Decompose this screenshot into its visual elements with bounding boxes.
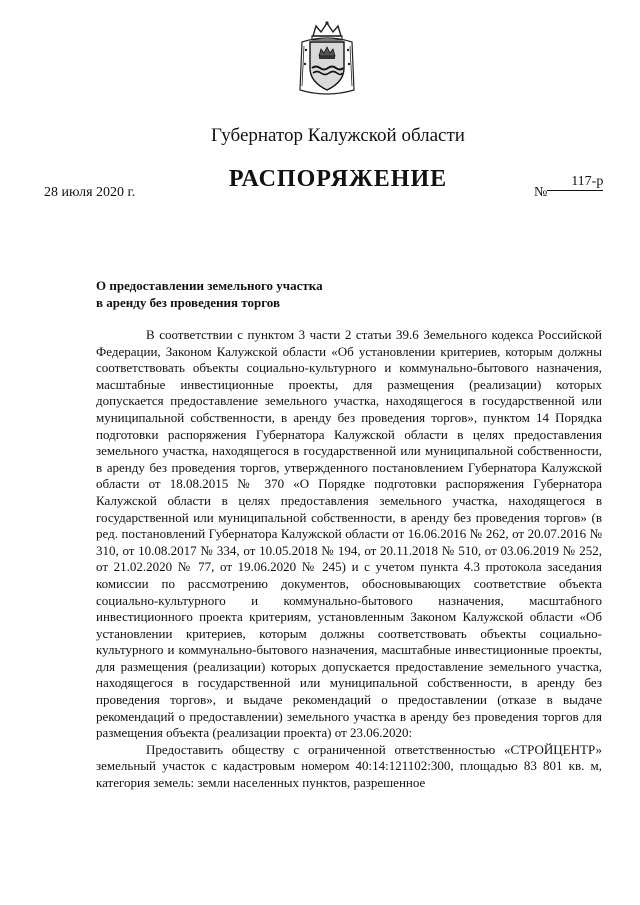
body-paragraph-1: В соответствии с пунктом 3 части 2 статьи 39.6 Земельного кодекса Российской Федерации, Законом Калужской области «Об установлении критериев, которым должны соответствовать объекты социально-культурного и коммунально-бытового назначения, масштабные инвестиционные проекты, для размещения (реализации) которых допускается предоставление земельного участка, находящегося в государственной или муниципальной собственности, в аренду без проведения торгов», пунктом 14 Порядка подготовки распоряжения Губернатора Калужской области в целях предоставления земельного участка, находящегося в государственной или муниципальной собственности, в аренду без проведения торгов, утвержденного постановлением Губернатора Калужской области от 18.08.2015 № 370 «О Порядке подготовки распоряжения Губернатора Калужской области в целях предоставления земельного участка, находящегося в государственной или муниципальной собственности, в аренду без проведения торгов» (в ред. постановлений Губернатора Калужской области от 16.06.2016 № 262, от 20.07.2016 № 310, от 10.08.2017 № 334, от 10.05.2018 № 194, от 20.11.2018 № 510, от 03.06.2019 № 252, от 21.02.2020 № 77, от 19.06.2020 № 245) и с учетом пункта 4.3 протокола заседания комиссии по рассмотрению документов, обосновывающих соответствие объекта социально-культурного и коммунально-бытового назначения, масштабного инвестиционного проекта критериям, установленным Законом Калужской области «Об установлении критериев, которым должны соответствовать объекты социально-культурного и коммунально-бытового назначения, масштабные инвестиционные проекты, для размещения (реализации) которых допускается предоставление земельного участка, находящегося в государственной или муниципальной собственности, в аренду без проведения торгов», и выдаче рекомендаций о предоставлении (отказе в выдаче рекомендаций о предоставлении) земельного участка в аренду без проведения торгов для размещения объекта (реализации проекта) от 23.06.2020: — [96, 327, 602, 741]
document-date: 28 июля 2020 г. — [44, 185, 136, 200]
document-number — [534, 174, 604, 201]
coat-of-arms-icon — [296, 20, 358, 98]
document-subject — [96, 277, 396, 311]
subject-line-2: в аренду без проведения торгов — [96, 295, 281, 310]
subject-line-1: О предоставлении земельного участка — [96, 278, 323, 293]
number-value: 117-р — [547, 174, 603, 191]
issuing-authority: Губернатор Калужской области — [211, 125, 465, 146]
document-type-title: РАСПОРЯЖЕНИЕ — [228, 166, 448, 192]
document-body — [96, 327, 602, 792]
number-sign: № — [534, 185, 548, 200]
body-paragraph-2: Предоставить обществу с ограниченной ответственностью «СТРОЙЦЕНТР» земельный участок с кадастровым номером 40:14:121102:300, площадью 83 801 кв. м, категория земель: земли населенных пунктов, разрешенное — [96, 741, 602, 791]
